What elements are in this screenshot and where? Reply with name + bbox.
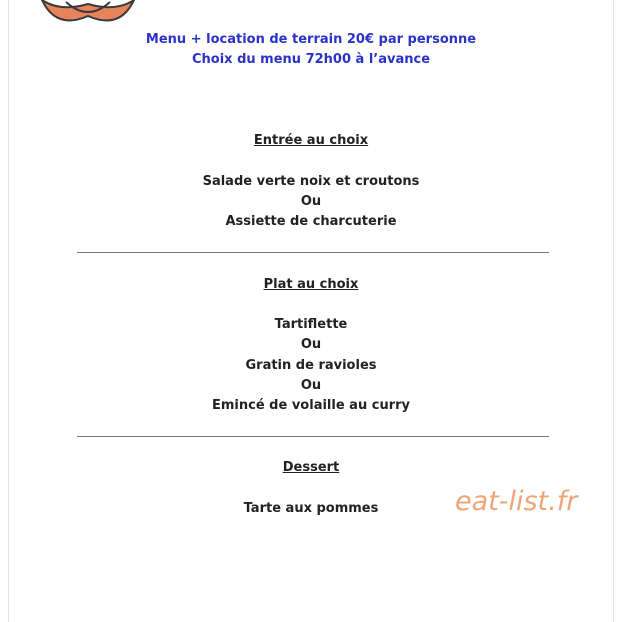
divider [77,252,549,253]
section-title-plat: Plat au choix [263,277,359,292]
menu-item: Assiette de charcuterie [225,214,397,229]
section-title-dessert: Dessert [282,460,340,475]
menu-item: Salade verte noix et croutons [202,174,420,189]
menu-item: Emincé de volaille au curry [212,398,410,413]
menu-item-separator: Ou [300,194,322,209]
header-reservation-line: Choix du menu 72h00 à l’avance [191,52,431,67]
menu-item: Tartiflette [274,317,348,332]
chef-hat-logo [36,0,140,24]
menu-page [8,0,614,622]
menu-item: Gratin de ravioles [245,358,377,373]
section-title-entree: Entrée au choix [253,133,369,148]
divider [77,436,549,437]
menu-item-separator: Ou [300,378,322,393]
menu-item-separator: Ou [300,337,322,352]
menu-item: Tarte aux pommes [243,501,379,516]
header-price-line: Menu + location de terrain 20€ par personne [145,32,477,47]
watermark: eat-list.fr [455,486,578,517]
